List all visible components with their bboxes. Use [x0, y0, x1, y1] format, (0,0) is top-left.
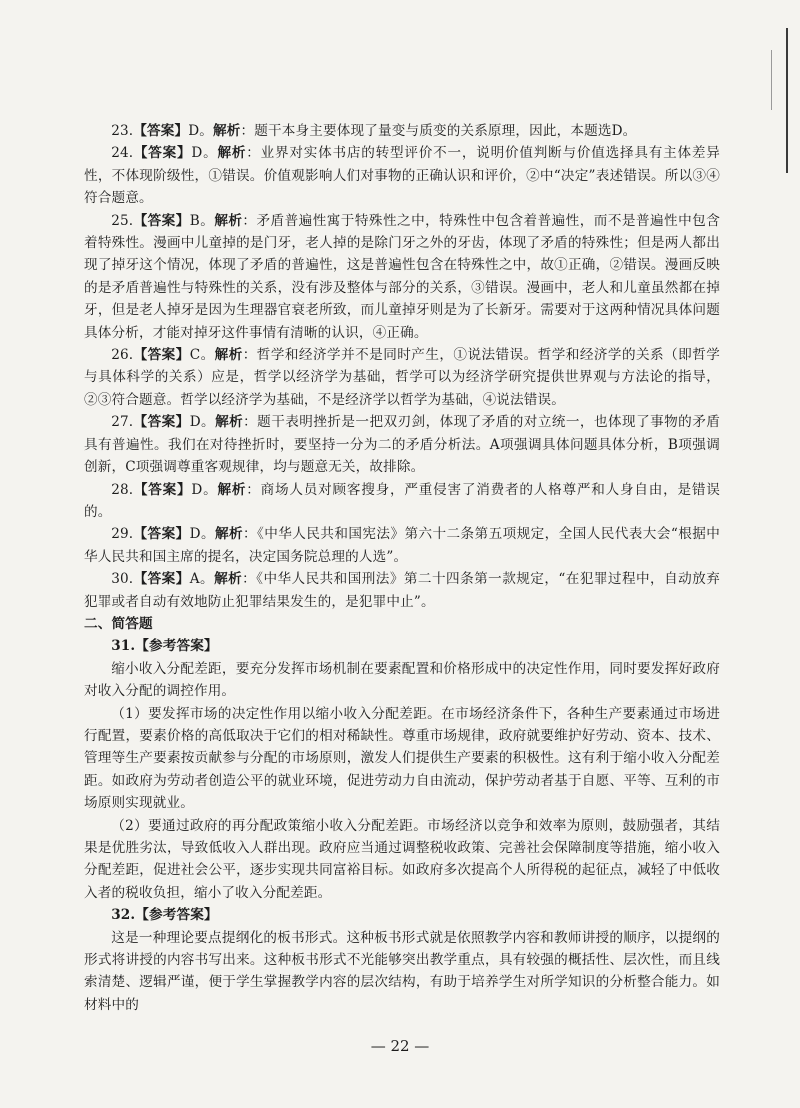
analysis-label: 解析 — [214, 347, 243, 364]
answer-choice: D。 — [189, 526, 215, 543]
analysis-label: 解析 — [214, 212, 243, 229]
analysis-label: 解析 — [215, 414, 244, 431]
answer-list — [84, 120, 720, 613]
answer-tag: 【答案】 — [133, 414, 190, 431]
answer-tag: 【答案】 — [133, 347, 190, 364]
answer-item — [84, 344, 720, 411]
item-number: 26. — [111, 347, 134, 364]
answer-choice: A。 — [189, 571, 215, 588]
binding-edge-mark — [771, 50, 772, 110]
answer-tag: 【答案】 — [133, 123, 189, 139]
q31-paragraph: 缩小收入分配差距，要充分发挥市场机制在要素配置和价格形成中的决定性作用，同时要发挥好政府对收入分配的调控作用。 — [84, 660, 720, 700]
answer-item — [84, 120, 720, 142]
analysis-label: 解析 — [213, 123, 241, 139]
answer-tag: 【答案】 — [133, 212, 190, 229]
answer-item — [84, 142, 720, 209]
analysis-text: ：矛盾普遍性寓于特殊性之中，特殊性中包含着普遍性，而不是普遍性中包含着特殊性。漫画中儿童掉的是门牙，老人掉的是除门牙之外的牙齿，体现了矛盾的特殊性；但是两人都出现了掉牙这个情况，体现了矛盾的普遍性，这是普遍性包含在特殊性之中，故①正确，②错误。漫画反映的是矛盾普遍性与特殊性的关系，没有涉及整体与部分的关系，③错误。漫画中，老人和儿童虽然都在掉牙，但是老人掉牙是因为生理器官衰老所致，而儿童掉牙则是为了长新牙。需要对于这两种情况具体问题具体分析，才能对掉牙这件事情有清晰的认识，④正确。 — [84, 212, 720, 341]
section-title: 二、简答题 — [84, 615, 153, 632]
answer-tag: 【答案】 — [133, 481, 192, 498]
answer-choice: D。 — [191, 481, 218, 498]
item-number: 28. — [111, 481, 134, 498]
answer-item — [84, 568, 720, 613]
answer-choice: C。 — [189, 347, 215, 364]
item-number: 25. — [111, 212, 134, 229]
q32-paragraph: 这是一种理论要点提纲化的板书形式。这种板书形式就是依照教学内容和教师讲授的顺序，以提纲的形式将讲授的内容书写出来。这种板书形式不光能够突出教学重点，具有较强的概括性、层次性，而且线索清楚、逻辑严谨，便于学生掌握教学内容的层次结构，有助于培养学生对所学知识的分析整合能力。如材料中的 — [84, 929, 720, 1013]
analysis-label: 解析 — [217, 481, 247, 498]
analysis-text: ：业界对实体书店的转型评价不一，说明价值判断与价值选择具有主体差异性，不体现阶级性，①错误。价值观影响人们对事物的正确认识和评价，②中“决定”表述错误。所以③④符合题意。 — [84, 145, 720, 207]
analysis-text: ：商场人员对顾客搜身，严重侵害了消费者的人格尊严和人身自由，是错误的。 — [84, 481, 720, 520]
analysis-text: ：《中华人民共和国宪法》第六十二条第五项规定，全国人民代表大会“根据中华人民共和国主席的提名，决定国务院总理的人选”。 — [84, 526, 720, 565]
answer-choice: D。 — [191, 145, 218, 162]
q31-paragraph: （1）要发挥市场的决定性作用以缩小收入分配差距。在市场经济条件下，各种生产要素通过市场进行配置，要素价格的高低取决于它们的相对稀缺性。尊重市场规律，政府就要维护好劳动、资本、技术、管理等生产要素按贡献参与分配的市场原则，激发人们提供生产要素的积极性。这有利于缩小收入分配差距。如政府为劳动者创造公平的就业环境，促进劳动力自由流动，保护劳动者基于自愿、平等、互利的市场原则实现就业。 — [84, 705, 720, 812]
answer-choice: D。 — [189, 414, 216, 431]
q31-heading: 31.【参考答案】 — [111, 638, 218, 655]
answer-choice: B。 — [189, 212, 215, 229]
analysis-text: ：《中华人民共和国刑法》第二十四条第一款规定，“在犯罪过程中，自动放弃犯罪或者自动有效地防止犯罪结果发生的，是犯罪中止”。 — [84, 571, 720, 610]
analysis-text: ：哲学和经济学并不是同时产生，①说法错误。哲学和经济学的关系（即哲学与具体科学的关系）应是，哲学以经济学为基础，哲学可以为经济学研究提供世界观与方法论的指导，②③符合题意。哲学以经济学为基础，不是经济学以哲学为基础，④说法错误。 — [84, 347, 720, 408]
q31-paragraph: （2）要通过政府的再分配政策缩小收入分配差距。市场经济以竞争和效率为原则，鼓励强者，其结果是优胜劣汰，导致低收入人群出现。政府应当通过调整税收政策、完善社会保障制度等措施，缩小收入分配差距，促进社会公平，逐步实现共同富裕目标。如政府多次提高个人所得税的起征点，减轻了中低收入者的税收负担，缩小了收入分配差距。 — [84, 817, 720, 901]
binding-edge-line — [786, 28, 788, 173]
analysis-label: 解析 — [217, 145, 247, 162]
analysis-label: 解析 — [214, 571, 243, 588]
item-number: 23. — [111, 123, 134, 139]
q32-heading: 32.【参考答案】 — [111, 907, 218, 924]
analysis-label: 解析 — [214, 526, 244, 543]
answer-tag: 【答案】 — [133, 526, 190, 543]
item-number: 30. — [111, 571, 134, 588]
page-number: — 22 — — [370, 1037, 430, 1055]
answer-tag: 【答案】 — [133, 145, 192, 162]
answer-item — [84, 411, 720, 478]
analysis-text: ：题干本身主要体现了量变与质变的关系原理，因此，本题选D。 — [240, 123, 637, 139]
answer-tag: 【答案】 — [133, 571, 190, 588]
answer-choice: D。 — [188, 123, 214, 139]
answer-item — [84, 210, 720, 344]
item-number: 29. — [111, 526, 134, 543]
item-number: 27. — [111, 414, 134, 431]
answer-item — [84, 479, 720, 524]
answer-item — [84, 523, 720, 568]
document-page — [84, 120, 720, 1016]
item-number: 24. — [111, 145, 134, 162]
analysis-text: ：题干表明挫折是一把双刃剑，体现了矛盾的对立统一，也体现了事物的矛盾具有普遍性。我们在对待挫折时，要坚持一分为二的矛盾分析法。A项强调具体问题具体分析，B项强调创新，C项强调尊重客观规律，均与题意无关，故排除。 — [84, 414, 720, 476]
